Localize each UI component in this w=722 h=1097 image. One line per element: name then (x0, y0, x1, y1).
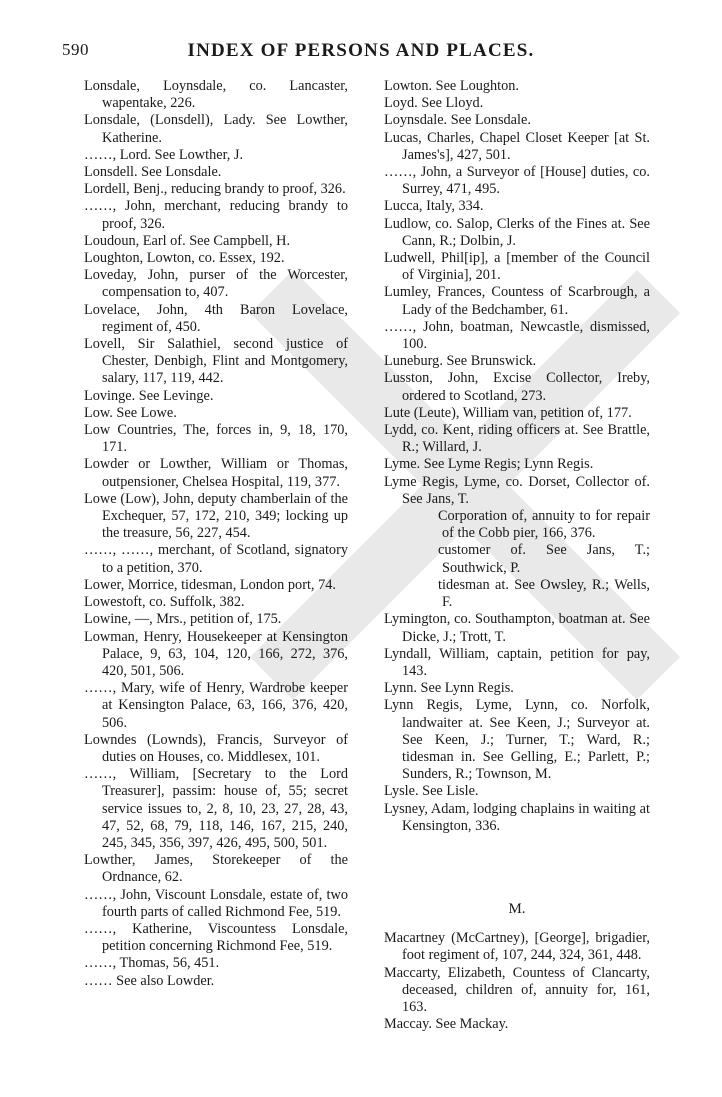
index-entry: Lovinge. See Levinge. (84, 387, 214, 404)
index-entry: Loveday, John, purser of the Worcester, compensation to, 407. (84, 267, 348, 301)
index-entry: ……, John, Viscount Lonsdale, estate of, two fourth parts of called Richmond Fee, 519. (84, 886, 348, 920)
index-entry: ……, John, boatman, Newcastle, dismissed, 100. (384, 318, 650, 353)
page-number: 590 (62, 40, 89, 59)
index-entry: Lyme. See Lyme Regis; Lynn Regis. (384, 456, 594, 473)
index-entry: Lowe (Low), John, deputy chamberlain of the Exchequer, 57, 172, 210, 349; locking up the treasure, 56, 227, 454. (84, 490, 348, 542)
index-entry: Loyd. See Lloyd. (384, 95, 484, 112)
index-column-left (84, 78, 348, 990)
index-entry: Lonsdale, Loynsdale, co. Lancaster, wapentake, 226. (84, 78, 348, 112)
index-entry: Loynsdale. See Lonsdale. (384, 112, 531, 129)
section-heading-m: M. (508, 900, 526, 917)
index-entry: Lucca, Italy, 334. (384, 198, 484, 215)
index-entry: Lysle. See Lisle. (384, 783, 479, 800)
index-entry: Lowestoft, co. Suffolk, 382. (84, 594, 245, 611)
index-entry: Lysney, Adam, lodging chaplains in waiting at Kensington, 336. (384, 800, 650, 834)
index-entry: Lymington, co. Southampton, boatman at. See Dicke, J.; Trott, T. (384, 611, 650, 645)
index-entry: Lovelace, John, 4th Baron Lovelace, regiment of, 450. (84, 301, 348, 335)
index-entry: Lowndes (Lownds), Francis, Surveyor of duties on Houses, co. Middlesex, 101. (84, 731, 348, 765)
index-entry: Lovell, Sir Salathiel, second justice of Chester, Denbigh, Flint and Montgomery, salary, 117, 119, 442. (84, 336, 348, 387)
index-entry: Lowman, Henry, Housekeeper at Kensington Palace, 9, 63, 104, 120, 166, 272, 376, 420, 501, 506. (84, 628, 348, 679)
index-entry: Low. See Lowe. (84, 404, 177, 421)
index-entry: Lynn. See Lynn Regis. (384, 680, 514, 697)
index-entry: Lowder or Lowther, William or Thomas, outpensioner, Chelsea Hospital, 119, 377. (84, 456, 348, 490)
index-entry: ……, Katherine, Viscountess Lonsdale, petition concerning Richmond Fee, 519. (84, 920, 348, 955)
page-header (62, 40, 660, 66)
index-entry: ……, ……, merchant, of Scotland, signatory to a petition, 370. (84, 542, 348, 576)
section-m-entries (384, 930, 650, 1033)
index-entry: Lowther, James, Storekeeper of the Ordnance, 62. (84, 852, 348, 886)
index-entry: Macartney (McCartney), [George], brigadier, foot regiment of, 107, 244, 324, 361, 448. (384, 930, 650, 964)
index-entry: Loudoun, Earl of. See Campbell, H. (84, 232, 291, 249)
index-entry: Lynn Regis, Lyme, Lynn, co. Norfolk, landwaiter at. See Keen, J.; Surveyor at. See Keen, J.; Turner, T.; Ward, R.; tidesman in. See Gelling, E.; Parlett, P.; Sunders, R.; Townson, M. (384, 697, 650, 783)
right-entries (384, 78, 650, 835)
index-entry: Ludwell, Phil[ip], a [member of the Council of Virginia], 201. (384, 250, 650, 284)
index-entry: Maccarty, Elizabeth, Countess of Clancarty, deceased, children of, annuity for, 161, 163. (384, 964, 650, 1015)
index-entry: …… See also Lowder. (84, 972, 215, 989)
running-title: INDEX OF PERSONS AND PLACES. (187, 40, 535, 61)
index-entry: Lute (Leute), William van, petition of, 177. (384, 404, 632, 421)
index-entry: ……, Mary, wife of Henry, Wardrobe keeper at Kensington Palace, 63, 166, 376, 420, 506. (84, 680, 348, 731)
index-entry: Loughton, Lowton, co. Essex, 192. (84, 250, 285, 267)
index-entry: Lonsdale, (Lonsdell), Lady. See Lowther, Katherine. (84, 112, 348, 146)
index-entry: Lower, Morrice, tidesman, London port, 74. (84, 576, 336, 593)
index-entry: Corporation of, annuity to for repair of the Cobb pier, 166, 376. (438, 508, 650, 542)
index-entry: Lowine, —, Mrs., petition of, 175. (84, 611, 282, 628)
index-entry: Lyme Regis, Lyme, co. Dorset, Collector of. See Jans, T. (384, 473, 650, 507)
index-entry: ……, Thomas, 56, 451. (84, 955, 220, 972)
index-entry: Maccay. See Mackay. (384, 1016, 509, 1033)
index-entry: Lyndall, William, captain, petition for pay, 143. (384, 645, 650, 679)
index-entry: Lumley, Frances, Countess of Scarbrough, a Lady of the Bedchamber, 61. (384, 284, 650, 318)
index-entry: Low Countries, The, forces in, 9, 18, 170, 171. (84, 422, 348, 456)
index-entry: Lydd, co. Kent, riding officers at. See Brattle, R.; Willard, J. (384, 422, 650, 456)
index-entry: Lonsdell. See Lonsdale. (84, 164, 222, 181)
index-entry: ……, John, merchant, reducing brandy to proof, 326. (84, 198, 348, 232)
index-entry: Ludlow, co. Salop, Clerks of the Fines at. See Cann, R.; Dolbin, J. (384, 215, 650, 249)
index-entry: Lordell, Benj., reducing brandy to proof, 326. (84, 181, 346, 198)
index-entry: ……, Lord. See Lowther, J. (84, 146, 244, 163)
index-column-right (384, 78, 650, 1033)
index-entry: Lucas, Charles, Chapel Closet Keeper [at St. James's], 427, 501. (384, 129, 650, 163)
index-entry: tidesman at. See Owsley, R.; Wells, F. (438, 576, 650, 611)
index-entry: Lowton. See Loughton. (384, 78, 520, 94)
index-entry: ……, William, [Secretary to the Lord Treasurer], passim: house of, 55; secret service issues to, 2, 8, 10, 23, 27, 28, 43, 47, 52, 68, 79, 118, 146, 167, 215, 240, 245, 345, 356, 397, 426, 495, 500, 501. (84, 766, 348, 851)
index-entry: ……, John, a Surveyor of [House] duties, co. Surrey, 471, 495. (384, 164, 650, 198)
index-entry: customer of. See Jans, T.; Southwick, P. (438, 542, 650, 576)
index-entry: Luneburg. See Brunswick. (384, 353, 537, 370)
index-entry: Lusston, John, Excise Collector, Ireby, ordered to Scotland, 273. (384, 370, 650, 404)
